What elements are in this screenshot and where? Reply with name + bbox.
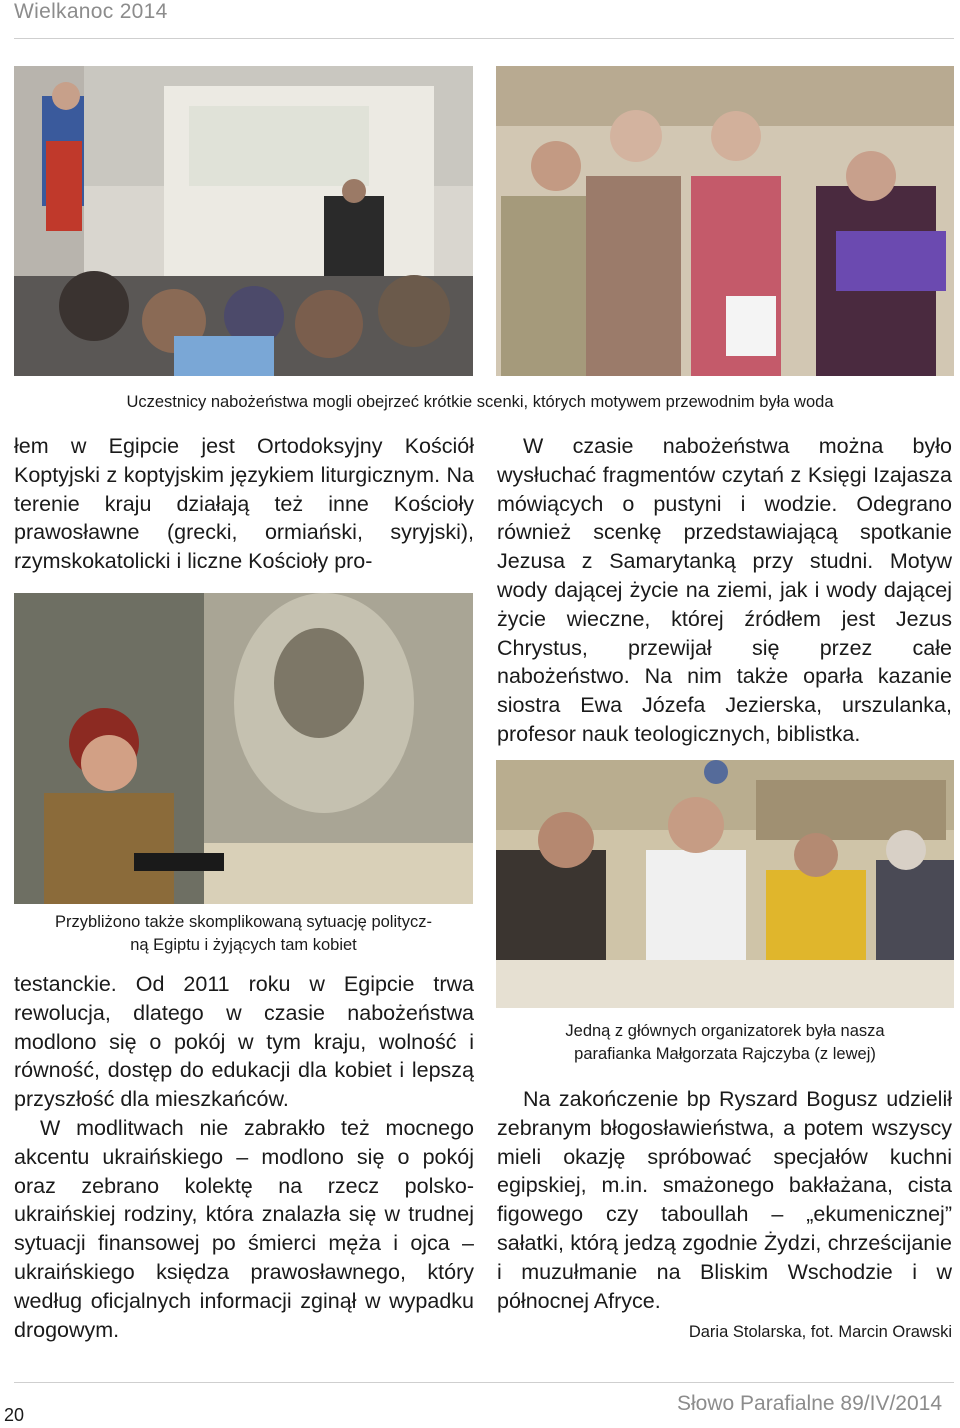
page-number: 20 [4,1405,25,1425]
photo-seated-audience-image [496,760,954,1008]
article-col1-bottom-p1: testanckie. Od 2011 roku w Egipcie trwa rewolucja, dlatego w czasie nabożeństwa modlono się o pokój w tym kraju, wolność i równość, dostęp do edukacji dla kobiet i lepszą przyszłość dla mieszkańców. [14,972,474,1112]
caption-mid-left-line1: Przybliżono także skomplikowaną sytuację politycz- [55,913,432,931]
photo-woman-microphone [14,593,473,904]
caption-mid-left-line2: ną Egiptu i żyjących tam kobiet [130,936,357,954]
photo-woman-microphone-image [14,593,473,904]
header-rule [14,38,954,39]
footer-rule [14,1382,954,1383]
caption-right-line2: parafianka Małgorzata Rajczyba (z lewej) [574,1045,876,1063]
article-col1-bottom-p2: W modlitwach nie zabrakło też mocnego akcentu ukraińskiego – modlono się o pokój oraz zebrano kolektę na rzecz polsko-ukraińskiej rodziny, która znalazła się w trudnej sytuacji finansowej po śmierci męża i ojca – ukraińskiego księdza prawosławnego, który według oficjalnych informacji zginął w wypadku drogowym. [14,1115,474,1342]
article-col2-top: W czasie nabożeństwa można było wysłuchać fragmentów czytań z Księgi Izajasza mówiących o pustyni i wodzie. Odegrano również scenkę przedstawiającą spotkanie Jezusa z Samarytanką przy studni. Motyw wody dającej życie na ziemi, jak i wody dającej życie wieczne, której źródłem jest Jezus Chrystus, przewijał się przez całe nabożeństwo. Na nim także oparła kazanie siostra Ewa Józefa Jezierska, urszulanka, profesor nauk teologicznych, biblistka. [497,434,952,746]
caption-right [496,1020,954,1066]
article-col1-bottom [14,970,474,1344]
photo-seated-audience [496,760,954,1008]
caption-top: Uczestnicy nabożeństwa mogli obejrzeć krótkie scenki, których motywem przewodnim była woda [126,393,834,411]
credit-line: Daria Stolarska, fot. Marcin Orawski [688,1323,952,1341]
article-col2-bottom: Na zakończenie bp Ryszard Bogusz udzielił zebranym błogosławieństwa, a potem wszyscy mieli okazję spróbować specjałów kuchni egipskiej, m.in. smażonego bakłażana, cista figowego czy taboullah – „ekumenicznej” sałatki, którą jedzą zgodnie Żydzi, chrześcijanie i muzułmanie na Bliskim Wschodzie i w północnej Afryce. [497,1087,952,1313]
photo-congregation-screen-image [14,66,473,376]
magazine-title: Słowo Parafialne 89/IV/2014 [676,1392,942,1415]
caption-mid-left [14,911,473,957]
photo-women-reading-image [496,66,954,376]
header-title: Wielkanoc 2014 [14,0,168,23]
caption-right-line1: Jedną z głównych organizatorek była nasza [565,1022,885,1040]
article-col1-top: łem w Egipcie jest Ortodoksyjny Kościół Koptyjski z koptyjskim językiem liturgicznym. Na terenie kraju działają też inne Kościoły prawosławne (grecki, ormiański, syryjski), rzymskokatolicki i liczne Kościoły pro- [14,434,474,574]
photo-congregation-screen [14,66,473,376]
photo-women-reading [496,66,954,376]
